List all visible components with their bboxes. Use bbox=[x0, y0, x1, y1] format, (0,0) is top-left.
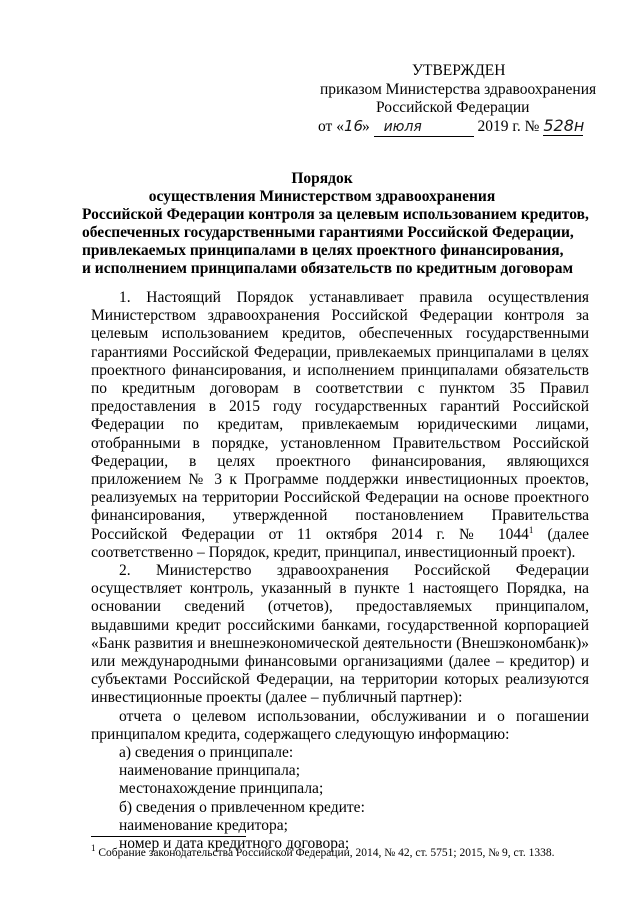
footnote-divider bbox=[91, 836, 246, 837]
approval-heading: УТВЕРЖДЕН bbox=[412, 62, 506, 79]
footnote-mark: 1 bbox=[91, 843, 96, 854]
title-line: Порядок bbox=[291, 170, 353, 187]
footnote-ref: 1 bbox=[528, 524, 534, 535]
handwritten-month: июля bbox=[374, 118, 474, 137]
approval-date-line bbox=[318, 117, 618, 137]
title-line: Российской Федерации контроля за целевым использованием кредитов, bbox=[82, 206, 589, 223]
list-item: б) сведения о привлеченном кредите: bbox=[119, 798, 365, 816]
approval-order-line: приказом Министерства здравоохранения bbox=[320, 81, 597, 98]
approval-stamp bbox=[318, 62, 618, 137]
document-title bbox=[82, 170, 589, 278]
paragraph-1: 1. Настоящий Порядок устанавливает правила осуществления Министерством здравоохранения Российской Федерации контроля за целевым использованием кредитов, обеспеченных государственными гарантиями Российской Федерации, привлекаемых принципалами в целях проектного финансирования, и исполнением принципалами обязательств по кредитным договорам в соответствии с пунктом 35 Правил предоставления в 2015 году государственных гарантий Российской Федерации по кредитам, привлекаемым юридическими лицами, отобранными в порядке, установленном Правительством Российской Федерации, в целях проектного финансирования, являющихся приложением № 3 к Программе поддержки инвестиционных проектов, реализуемых на территории Российской Федерации на основе проектного финансирования, утвержденной постановлением Правительства Российской Федерации от 11 октября 2014 г. № 1044$^1$ (далее соответственно – Порядок, кредит, принципал, инвестиционный проект). bbox=[91, 289, 589, 561]
title-line: осуществления Министерством здравоохранения bbox=[148, 188, 496, 205]
list-item: а) сведения о принципале: bbox=[119, 744, 294, 762]
list-item: наименование принципала; bbox=[119, 762, 300, 780]
title-line: обеспеченных государственными гарантиями Российской Федерации, bbox=[82, 224, 574, 241]
handwritten-day: 16 bbox=[343, 117, 364, 135]
approval-country-line: Российской Федерации bbox=[376, 99, 530, 116]
document-body bbox=[91, 289, 589, 853]
list-item: номер и дата кредитного договора; bbox=[119, 835, 350, 853]
date-quote: » bbox=[361, 118, 370, 135]
date-prefix: от « bbox=[318, 118, 344, 135]
title-line: и исполнением принципалами обязательств по кредитным договорам bbox=[82, 260, 574, 277]
footnote-text: Собрание законодательства Российской Федерации, 2014, № 42, ст. 5751; 2015, № 9, ст. 1338. bbox=[95, 847, 555, 859]
handwritten-order-number: 528н bbox=[543, 116, 585, 135]
list-item: наименование кредитора; bbox=[119, 816, 288, 834]
date-year: 2019 г. № bbox=[473, 118, 544, 135]
title-line: привлекаемых принципалами в целях проектного финансирования, bbox=[82, 242, 564, 259]
paragraph-2: 2. Министерство здравоохранения Российской Федерации осуществляет контроль, указанный в пункте 1 настоящего Порядка, на основании сведений (отчетов), предоставляемых принципалом, выдавшими кредит российскими банками, государственной корпорацией «Банк развития и внешнеэкономической деятельности (Внешэкономбанк)» или международными финансовыми организациями (далее – кредитор) и субъектами Российской Федерации, на территории которых реализуются инвестиционные проекты (далее – публичный партнер): bbox=[91, 562, 589, 707]
list-item: местонахождение принципала; bbox=[119, 780, 324, 798]
paragraph-3: отчета о целевом использовании, обслуживании и о погашении принципалом кредита, содержащего следующую информацию: bbox=[91, 707, 589, 743]
